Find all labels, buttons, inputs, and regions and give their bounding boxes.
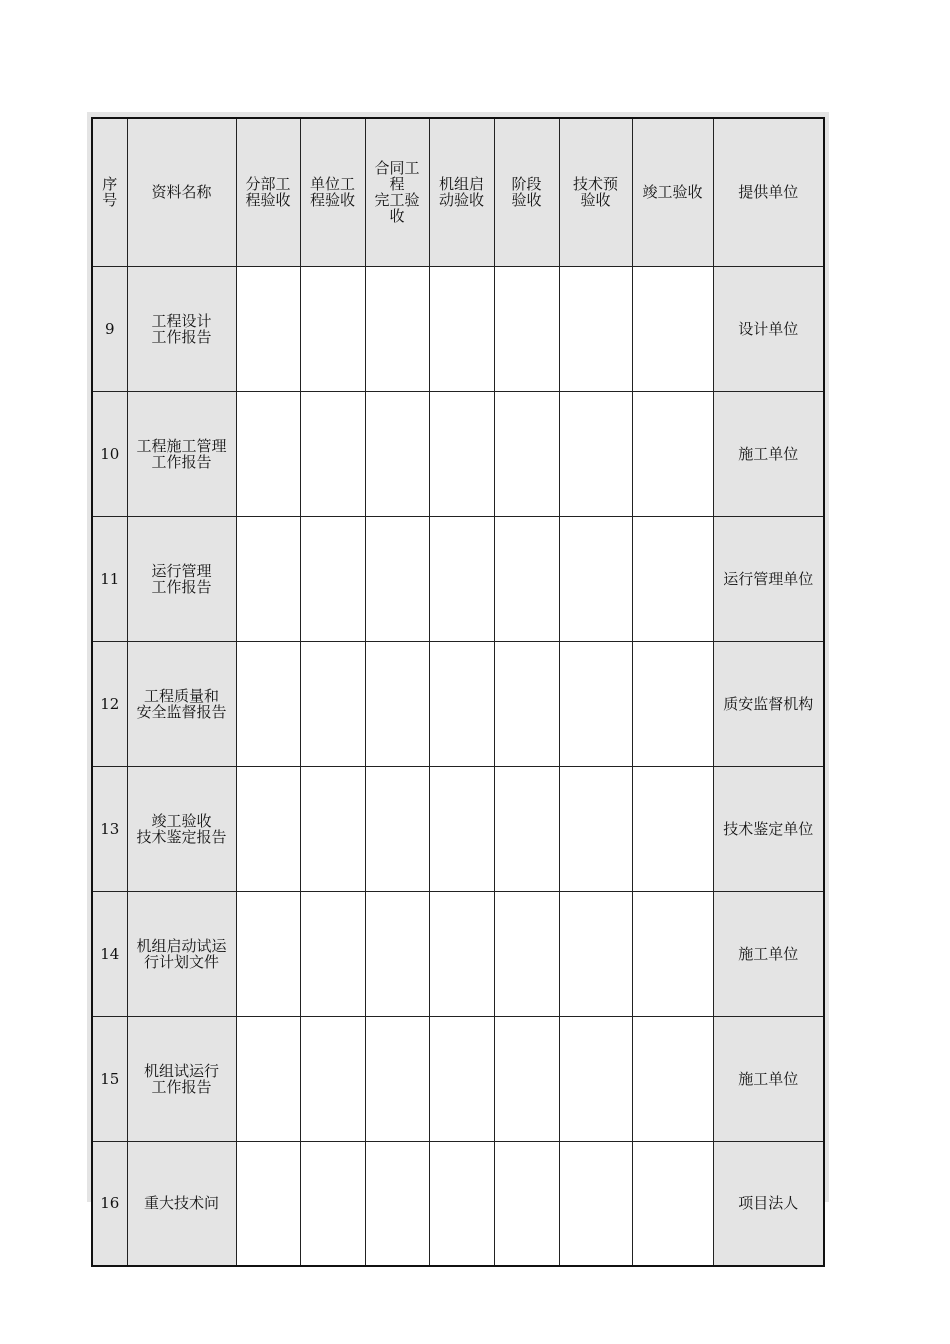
check-cell-technical-pre[interactable] xyxy=(559,516,632,641)
row-serial-no: 16 xyxy=(92,1141,127,1266)
check-cell-unit-startup[interactable] xyxy=(429,1016,494,1141)
header-unit-startup-acceptance: 机组启 动验收 xyxy=(429,118,494,266)
header-serial-no: 序 号 xyxy=(92,118,127,266)
row-serial-no: 12 xyxy=(92,641,127,766)
check-cell-subproject[interactable] xyxy=(236,516,300,641)
check-cell-technical-pre[interactable] xyxy=(559,1016,632,1141)
check-cell-contract-completion[interactable] xyxy=(365,1141,429,1266)
check-cell-final[interactable] xyxy=(632,641,713,766)
check-cell-subproject[interactable] xyxy=(236,391,300,516)
row-serial-no: 14 xyxy=(92,891,127,1016)
table-row xyxy=(92,266,824,391)
row-serial-no: 9 xyxy=(92,266,127,391)
table-row xyxy=(92,766,824,891)
check-cell-technical-pre[interactable] xyxy=(559,266,632,391)
check-cell-unit-startup[interactable] xyxy=(429,266,494,391)
row-document-name: 运行管理 工作报告 xyxy=(127,516,236,641)
row-document-name: 机组试运行 工作报告 xyxy=(127,1016,236,1141)
table-row xyxy=(92,516,824,641)
check-cell-contract-completion[interactable] xyxy=(365,391,429,516)
row-provider: 运行管理单位 xyxy=(713,516,824,641)
check-cell-subproject[interactable] xyxy=(236,1141,300,1266)
check-cell-contract-completion[interactable] xyxy=(365,891,429,1016)
row-provider: 技术鉴定单位 xyxy=(713,766,824,891)
header-document-name: 资料名称 xyxy=(127,118,236,266)
check-cell-contract-completion[interactable] xyxy=(365,266,429,391)
check-cell-unit-startup[interactable] xyxy=(429,516,494,641)
check-cell-unit-startup[interactable] xyxy=(429,891,494,1016)
check-cell-final[interactable] xyxy=(632,391,713,516)
check-cell-unit-project[interactable] xyxy=(300,641,365,766)
row-document-name: 工程施工管理 工作报告 xyxy=(127,391,236,516)
check-cell-final[interactable] xyxy=(632,516,713,641)
check-cell-technical-pre[interactable] xyxy=(559,1141,632,1266)
check-cell-technical-pre[interactable] xyxy=(559,391,632,516)
check-cell-subproject[interactable] xyxy=(236,1016,300,1141)
check-cell-unit-startup[interactable] xyxy=(429,391,494,516)
check-cell-unit-project[interactable] xyxy=(300,1141,365,1266)
table-header-row xyxy=(92,118,824,266)
check-cell-unit-project[interactable] xyxy=(300,891,365,1016)
header-final-acceptance: 竣工验收 xyxy=(632,118,713,266)
check-cell-stage[interactable] xyxy=(494,391,559,516)
check-cell-unit-project[interactable] xyxy=(300,266,365,391)
document-sheet xyxy=(87,112,829,1213)
check-cell-contract-completion[interactable] xyxy=(365,641,429,766)
check-cell-unit-startup[interactable] xyxy=(429,641,494,766)
check-cell-stage[interactable] xyxy=(494,516,559,641)
check-cell-stage[interactable] xyxy=(494,641,559,766)
header-contract-completion-acceptance: 合同工 程 完工验 收 xyxy=(365,118,429,266)
check-cell-contract-completion[interactable] xyxy=(365,1016,429,1141)
row-provider: 施工单位 xyxy=(713,391,824,516)
header-technical-pre-acceptance: 技术预 验收 xyxy=(559,118,632,266)
check-cell-final[interactable] xyxy=(632,1016,713,1141)
check-cell-stage[interactable] xyxy=(494,266,559,391)
check-cell-unit-startup[interactable] xyxy=(429,1141,494,1266)
row-provider: 质安监督机构 xyxy=(713,641,824,766)
check-cell-final[interactable] xyxy=(632,891,713,1016)
check-cell-subproject[interactable] xyxy=(236,266,300,391)
check-cell-technical-pre[interactable] xyxy=(559,891,632,1016)
check-cell-subproject[interactable] xyxy=(236,891,300,1016)
acceptance-document-table xyxy=(91,117,825,1267)
row-document-name: 工程设计 工作报告 xyxy=(127,266,236,391)
row-serial-no: 11 xyxy=(92,516,127,641)
check-cell-unit-startup[interactable] xyxy=(429,766,494,891)
check-cell-unit-project[interactable] xyxy=(300,1016,365,1141)
check-cell-stage[interactable] xyxy=(494,1016,559,1141)
table-row xyxy=(92,891,824,1016)
table-row xyxy=(92,1141,824,1266)
check-cell-subproject[interactable] xyxy=(236,641,300,766)
check-cell-final[interactable] xyxy=(632,1141,713,1266)
check-cell-unit-project[interactable] xyxy=(300,516,365,641)
check-cell-final[interactable] xyxy=(632,766,713,891)
row-provider: 施工单位 xyxy=(713,1016,824,1141)
row-provider: 设计单位 xyxy=(713,266,824,391)
row-provider: 施工单位 xyxy=(713,891,824,1016)
header-unit-project-acceptance: 单位工 程验收 xyxy=(300,118,365,266)
header-subproject-acceptance: 分部工 程验收 xyxy=(236,118,300,266)
table-row xyxy=(92,641,824,766)
table-row xyxy=(92,1016,824,1141)
row-document-name: 机组启动试运 行计划文件 xyxy=(127,891,236,1016)
check-cell-stage[interactable] xyxy=(494,766,559,891)
check-cell-unit-project[interactable] xyxy=(300,766,365,891)
row-serial-no: 15 xyxy=(92,1016,127,1141)
check-cell-contract-completion[interactable] xyxy=(365,516,429,641)
header-provider: 提供单位 xyxy=(713,118,824,266)
row-serial-no: 13 xyxy=(92,766,127,891)
check-cell-subproject[interactable] xyxy=(236,766,300,891)
row-serial-no: 10 xyxy=(92,391,127,516)
table-body xyxy=(92,266,824,1266)
check-cell-contract-completion[interactable] xyxy=(365,766,429,891)
check-cell-technical-pre[interactable] xyxy=(559,766,632,891)
check-cell-technical-pre[interactable] xyxy=(559,641,632,766)
table-row xyxy=(92,391,824,516)
check-cell-unit-project[interactable] xyxy=(300,391,365,516)
row-document-name: 工程质量和 安全监督报告 xyxy=(127,641,236,766)
check-cell-final[interactable] xyxy=(632,266,713,391)
row-document-name: 重大技术问 xyxy=(127,1141,236,1266)
row-provider: 项目法人 xyxy=(713,1141,824,1266)
check-cell-stage[interactable] xyxy=(494,891,559,1016)
row-document-name: 竣工验收 技术鉴定报告 xyxy=(127,766,236,891)
header-stage-acceptance: 阶段 验收 xyxy=(494,118,559,266)
check-cell-stage[interactable] xyxy=(494,1141,559,1266)
